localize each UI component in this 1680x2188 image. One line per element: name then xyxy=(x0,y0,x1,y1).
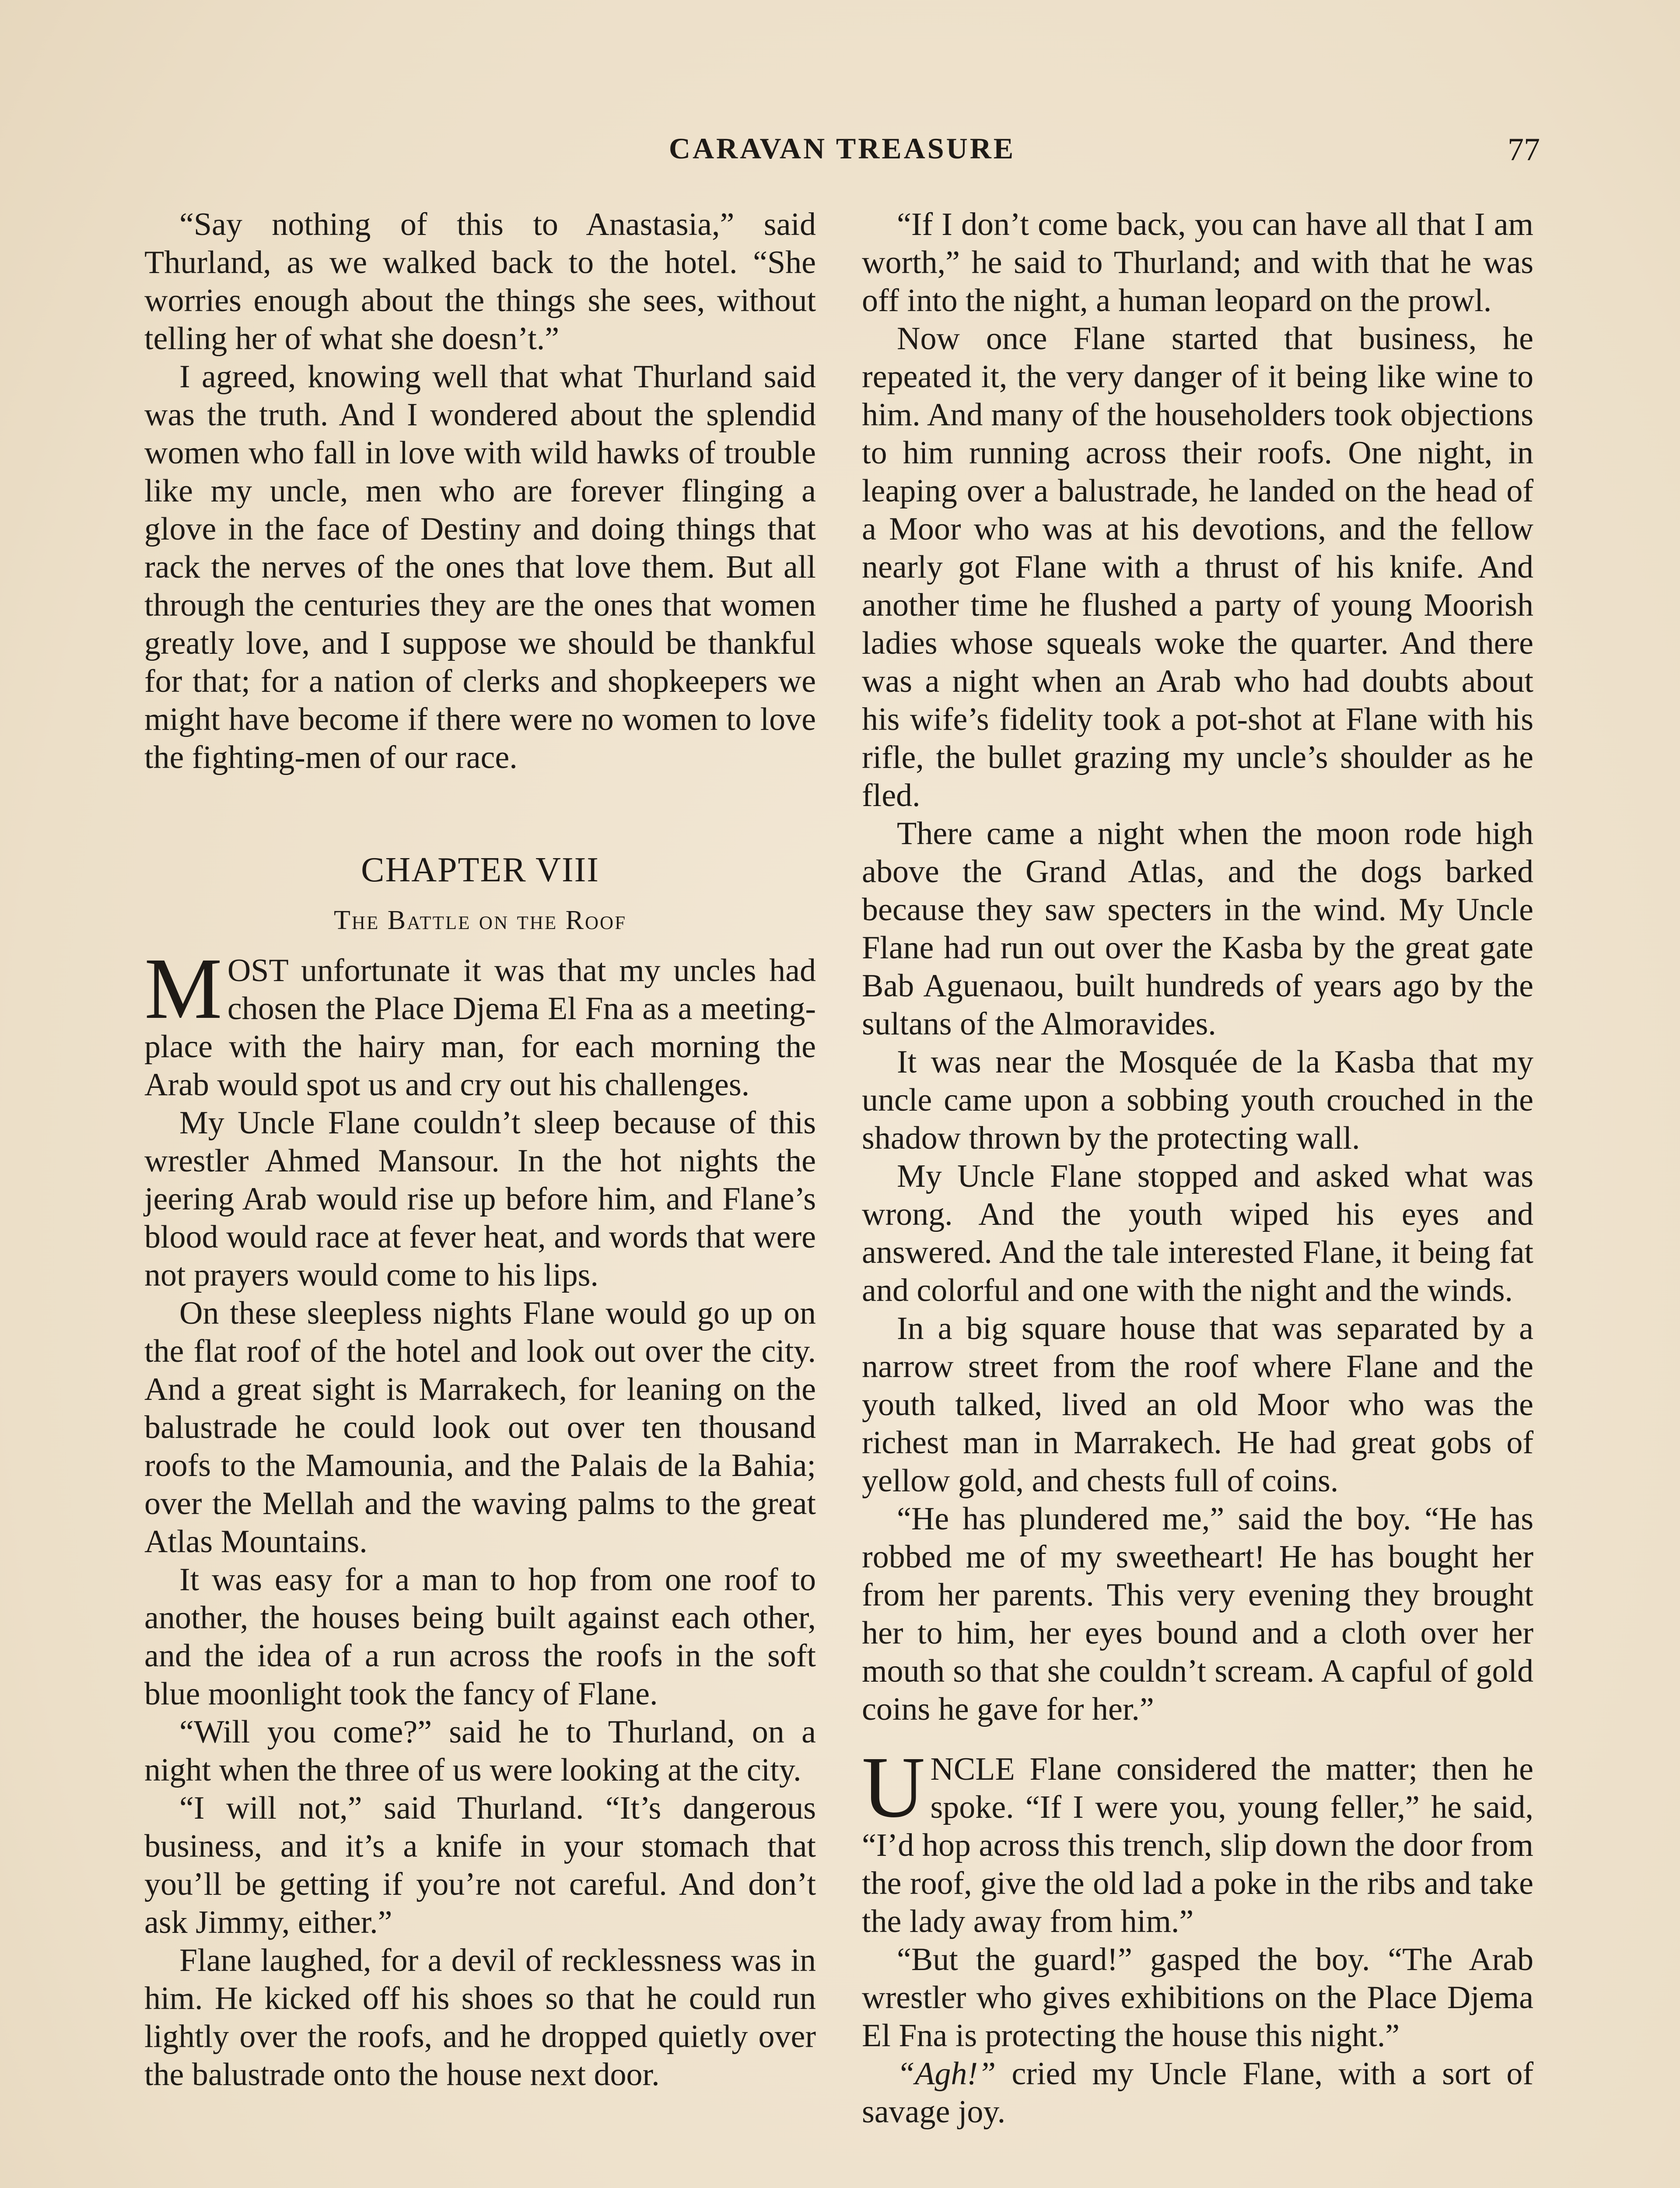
paragraph: I agreed, knowing well that what Thurland said was the truth. And I wondered about the splendid women who fall in love with wild hawks of trouble like my uncle, men who are forever flinging a glove in the face of Destiny and doing things that rack the nerves of the ones that love them. But all through the centuries they are the ones that women greatly love, and I suppose we should be thankful for that; for a nation of clerks and shopkeepers we might have become if there were no women to love the fighting-men of our race. xyxy=(144,359,816,775)
chapter-title: CHAPTER VIII xyxy=(361,851,599,889)
emphasis: “Agh!” xyxy=(897,2056,996,2092)
paragraph-text: Flane considered the matter; then he spoke. “If I were you, young feller,” he said, “I’d hop across this trench, slip down the door from the roof, give the old lad a poke in the ribs and take the lady away from him.” xyxy=(862,1751,1533,1939)
paragraph: My Uncle Flane couldn’t sleep because of this wrestler Ahmed Mansour. In the hot nights the jeering Arab would rise up before him, and Flane’s blood would race at fever heat, and words that were not prayers would come to his lips. xyxy=(144,1105,816,1293)
paragraph-text: unfortunate it was that my uncles had chosen the Place Djema El Fna as a meeting-place with the hairy man, for each morning the Arab would spot us and cry out his challenges. xyxy=(144,953,816,1103)
drop-cap: U xyxy=(862,1739,925,1836)
left-column xyxy=(144,206,816,2094)
paragraph: It was near the Mosquée de la Kasba that my uncle came upon a sobbing youth crouched in the shadow thrown by the protecting wall. xyxy=(862,1044,1533,1156)
paragraph: My Uncle Flane stopped and asked what was wrong. And the youth wiped his eyes and answered. And the tale interested Flane, it being fat and colorful and one with the night and the winds. xyxy=(862,1158,1533,1308)
paragraph: Now once Flane started that business, he repeated it, the very danger of it being like wine to him. And many of the householders took objections to him running across their roofs. One night, in leaping over a balustrade, he landed on the head of a Moor who was at his devotions, and the fellow nearly got Flane with a thrust of his knife. And another time he flushed a party of young Moorish ladies whose squeals woke the quarter. And there was a night when an Arab who had doubts about his wife’s fidelity took a pot-shot at Flane with his rifle, the bullet grazing my uncle’s shoulder as he fled. xyxy=(862,321,1533,813)
paragraph: “I will not,” said Thurland. “It’s dangerous business, and it’s a knife in your stomach that you’ll be getting if you’re not careful. And don’t ask Jimmy, either.” xyxy=(144,1790,816,1940)
paragraph: “But the guard!” gasped the boy. “The Arab wrestler who gives exhibitions on the Place Djema El Fna is protecting the house this night.” xyxy=(862,1942,1533,2054)
paragraph-dropcap xyxy=(144,940,816,1104)
running-head: CARAVAN TREASURE xyxy=(668,132,1016,165)
chapter-subtitle: The Battle on the Roof xyxy=(334,905,626,935)
paragraph: On these sleepless nights Flane would go up on the flat roof of the hotel and look out over the city. And a great sight is Marrakech, for leaning on the balustrade he could look out over ten thousand roofs to the Mamounia, and the Palais de la Bahia; over the Mellah and the waving palms to the great Atlas Mountains. xyxy=(144,1295,816,1560)
paragraph: “He has plundered me,” said the boy. “He has robbed me of my sweetheart! He has bought her from her parents. This very evening they brought her to him, her eyes bound and a cloth over her mouth so that she couldn’t scream. A capful of gold coins he gave for her.” xyxy=(862,1501,1533,1727)
right-column xyxy=(862,206,1533,2131)
paragraph-text: cried my Uncle Flane, with a sort of savage joy. xyxy=(862,2056,1533,2130)
page-header xyxy=(144,131,1540,179)
paragraph-dropcap xyxy=(862,1739,1533,1941)
paragraph: “Will you come?” said he to Thurland, on a night when the three of us were looking at the city. xyxy=(144,1714,816,1788)
paragraph: “Say nothing of this to Anastasia,” said Thurland, as we walked back to the hotel. “She worries enough about the things she sees, without telling her of what she doesn’t.” xyxy=(144,207,816,357)
section-break xyxy=(862,1729,1533,1750)
first-word: OST xyxy=(227,953,288,989)
paragraph: Flane laughed, for a devil of recklessness was in him. He kicked off his shoes so that he could run lightly over the roofs, and he dropped quietly over the balustrade onto the house next door. xyxy=(144,1943,816,2093)
paragraph: “If I don’t come back, you can have all that I am worth,” he said to Thurland; and with that he was off into the night, a human leopard on the prowl. xyxy=(862,207,1533,319)
drop-cap: M xyxy=(144,940,222,1037)
paragraph xyxy=(862,2055,1533,2131)
paragraph: It was easy for a man to hop from one roof to another, the houses being built against each other, and the idea of a run across the roofs in the soft blue moonlight took the fancy of Flane. xyxy=(144,1562,816,1712)
paragraph: In a big square house that was separated by a narrow street from the roof where Flane and the youth talked, lived an old Moor who was the richest man in Marrakech. He had great gobs of yellow gold, and chests full of coins. xyxy=(862,1311,1533,1499)
paragraph: There came a night when the moon rode high above the Grand Atlas, and the dogs barked because they saw specters in the wind. My Uncle Flane had run out over the Kasba by the great gate Bab Aguenaou, built hundreds of years ago by the sultans of the Almoravides. xyxy=(862,816,1533,1042)
page-number: 77 xyxy=(1508,132,1540,168)
first-word: NCLE xyxy=(930,1751,1015,1787)
